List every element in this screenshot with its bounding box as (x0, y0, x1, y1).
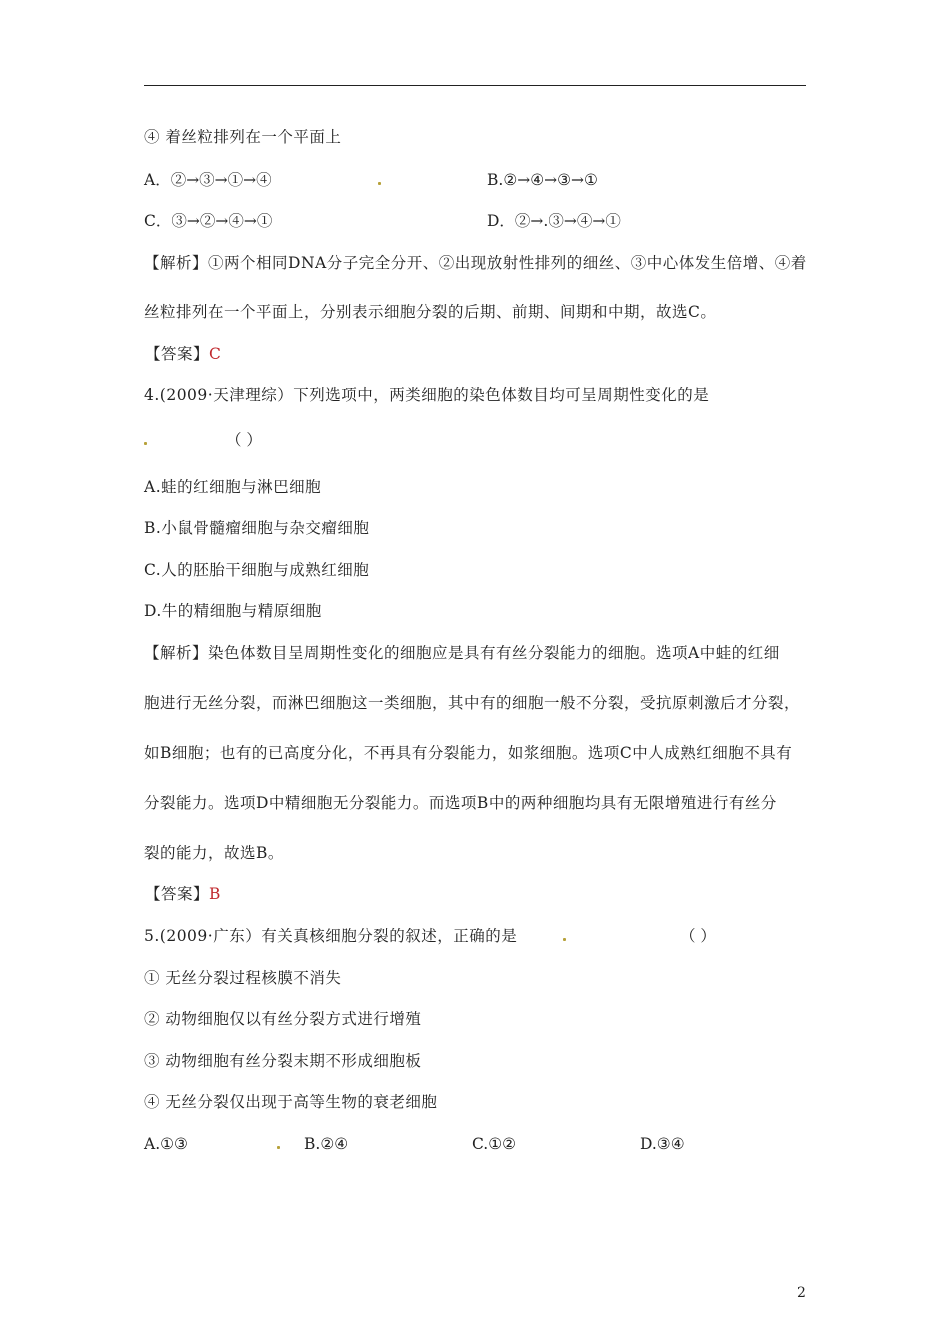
q3-analysis-line-1 (144, 253, 807, 273)
q3-answer (145, 344, 221, 364)
q5-stem: 5.(2009·广东）有关真核细胞分裂的叙述，正确的是 (144, 927, 518, 945)
q3-item-4: ④ 着丝粒排列在一个平面上 (144, 128, 342, 146)
q3-option-d: D．②→.③→④→① (487, 212, 621, 230)
q4-analysis-line-1 (144, 643, 780, 663)
q3-answer-label: 【答案】 (145, 345, 210, 363)
q3-option-a: A．②→③→①→④ (144, 171, 272, 189)
q5-item-1: ① 无丝分裂过程核膜不消失 (144, 969, 342, 987)
q5-item-3: ③ 动物细胞有丝分裂末期不形成细胞板 (144, 1052, 422, 1070)
q4-answer (145, 884, 221, 904)
speck-mark (144, 442, 147, 445)
q4-analysis-line-4: 分裂能力。选项D中精细胞无分裂能力。而选项B中的两种细胞均具有无限增殖进行有丝分 (144, 794, 777, 812)
q4-analysis-label: 【解析】 (144, 644, 209, 662)
q4-answer-value: B (209, 885, 221, 903)
q4-answer-label: 【答案】 (145, 885, 210, 903)
q3-option-c: C．③→②→④→① (144, 212, 273, 230)
q5-option-c: C.①② (472, 1135, 517, 1153)
q5-option-d: D.③④ (640, 1135, 685, 1153)
q4-option-a: A.蛙的红细胞与淋巴细胞 (144, 478, 322, 496)
q4-analysis-line-5: 裂的能力，故选B。 (144, 844, 284, 862)
q4-option-c: C.人的胚胎干细胞与成熟红细胞 (144, 561, 370, 579)
q4-analysis-line-3: 如B细胞；也有的已高度分化，不再具有分裂能力，如浆细胞。选项C中人成熟红细胞不具有 (144, 744, 793, 762)
q5-item-4: ④ 无丝分裂仅出现于高等生物的衰老细胞 (144, 1093, 438, 1111)
q4-analysis-line-2: 胞进行无丝分裂，而淋巴细胞这一类细胞，其中有的细胞一般不分裂，受抗原刺激后才分裂， (144, 694, 801, 712)
q3-answer-value: C (209, 345, 222, 363)
header-rule (144, 85, 806, 86)
q5-option-b: B.②④ (304, 1135, 349, 1153)
q3-analysis-label: 【解析】 (144, 254, 209, 272)
q3-option-b: B.②→④→③→① (487, 171, 598, 189)
speck-mark (277, 1146, 280, 1149)
q4-stem: 4.(2009·天津理综）下列选项中，两类细胞的染色体数目均可呈周期性变化的是 (144, 386, 710, 404)
q5-option-a: A.①③ (144, 1135, 188, 1153)
q4-analysis-text-1: 染色体数目呈周期性变化的细胞应是具有有丝分裂能力的细胞。选项A中蛙的红细 (208, 644, 780, 662)
q3-analysis-text-1: ①两个相同DNA分子完全分开、②出现放射性排列的细丝、③中心体发生倍增、④着 (208, 254, 807, 272)
q5-answer-bracket: （ ） (680, 927, 716, 945)
page-number: 2 (797, 1285, 806, 1301)
speck-mark (563, 938, 566, 941)
q5-item-2: ② 动物细胞仅以有丝分裂方式进行增殖 (144, 1010, 422, 1028)
speck-mark (378, 182, 381, 185)
q4-answer-bracket: （ ） (226, 431, 262, 449)
q3-analysis-line-2: 丝粒排列在一个平面上，分别表示细胞分裂的后期、前期、间期和中期，故选C。 (144, 303, 717, 321)
q4-option-b: B.小鼠骨髓瘤细胞与杂交瘤细胞 (144, 519, 370, 537)
q4-option-d: D.牛的精细胞与精原细胞 (144, 602, 322, 620)
